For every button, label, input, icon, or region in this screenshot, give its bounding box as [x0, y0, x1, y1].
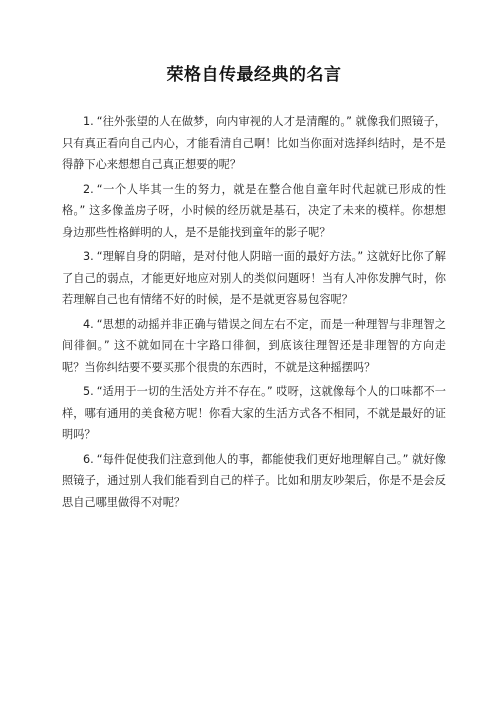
quote-item-1	[62, 111, 446, 176]
quote-list	[62, 111, 446, 513]
quote-item-6	[62, 449, 446, 514]
quote-number: 4.	[83, 317, 94, 331]
quote-item-2	[62, 179, 446, 244]
quote-number: 1.	[83, 115, 94, 128]
quote-number: 6.	[83, 452, 94, 466]
quote-item-5	[62, 381, 446, 446]
quote-text: “一个人毕其一生的努力，就是在整合他自童年时代起就已形成的性格。” 这多像盖房子呀，小时候的经历就是基石，决定了未来的模样。你想想身边那些性格鲜明的人，是不是能找到童年的影子呢？	[62, 182, 446, 239]
quote-number: 3.	[83, 250, 94, 263]
quote-number: 5.	[83, 385, 94, 398]
quote-text: “思想的动摇并非正确与错误之间左右不定，而是一种理智与非理智之间徘徊。” 这不就如同在十字路口徘徊，到底该往理智还是非理智的方向走呢？当你纠结要不要买那个很贵的东西时，不就是这种摇摆吗？	[62, 317, 446, 374]
quote-text: “往外张望的人在做梦，向内审视的人才是清醒的。” 就像我们照镜子，只有真正看向自己内心，才能看清自己啊！比如当你面对选择纠结时，是不是得静下心来想想自己真正想要的呢？	[62, 115, 446, 171]
quote-number: 2.	[83, 182, 94, 196]
quote-item-4	[62, 314, 446, 379]
quote-text: “适用于一切的生活处方并不存在。” 哎呀，这就像每个人的口味都不一样，哪有通用的美食秘方呢！你看大家的生活方式各不相同，不就是最好的证明吗？	[62, 385, 446, 441]
quote-text: “理解自身的阴暗，是对付他人阴暗一面的最好方法。” 这就好比你了解了自己的弱点，才能更好地应对别人的类似问题呀！当有人冲你发脾气时，你若理解自己也有情绪不好的时候，是不是就更容易包容呢？	[62, 250, 446, 306]
quote-text: “每件促使我们注意到他人的事，都能使我们更好地理解自己。” 就好像照镜子，通过别人我们能看到自己的样子。比如和朋友吵架后，你是不是会反思自己哪里做得不对呢？	[62, 452, 446, 509]
page-title: 荣格自传最经典的名言	[166, 65, 342, 85]
quote-item-3	[62, 246, 446, 311]
